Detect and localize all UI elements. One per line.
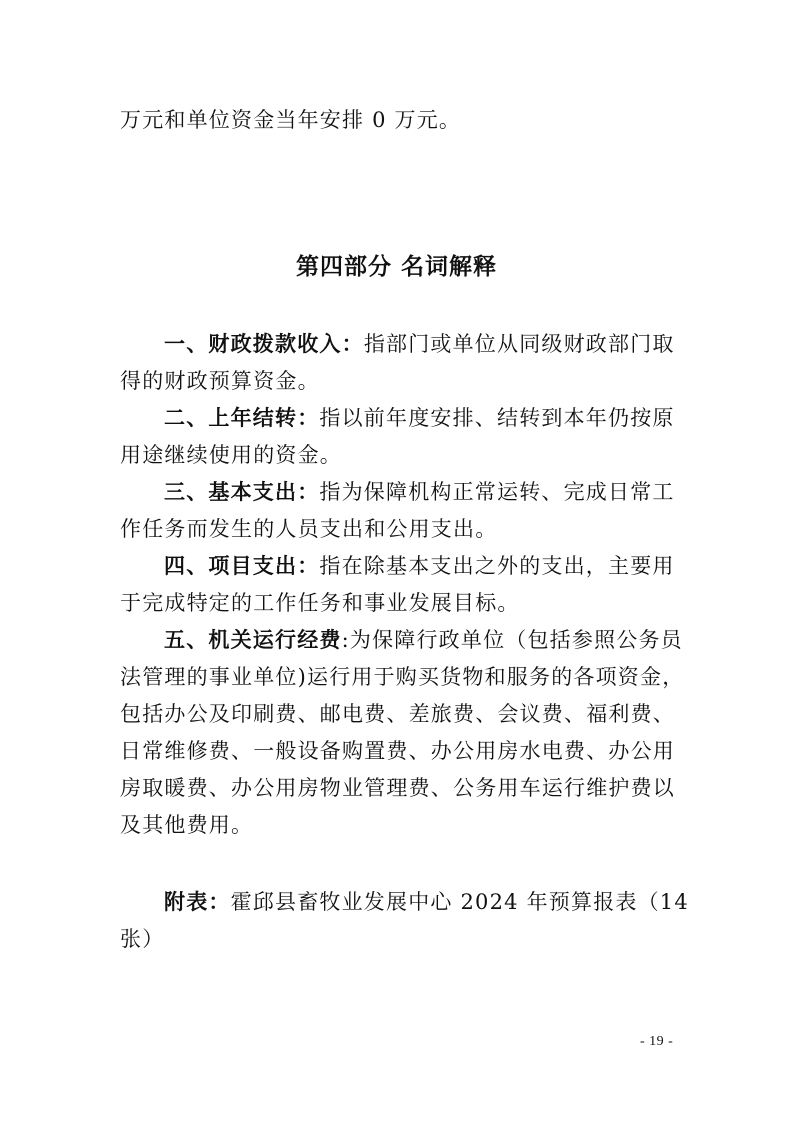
appendix-line [164, 888, 724, 916]
page-number: - 19 - [640, 1034, 674, 1049]
definition-1 [164, 330, 724, 358]
continuation-text: 万元和单位资金当年安排 0 万元。 [120, 108, 462, 132]
definition-term: 五、机关运行经费 [164, 628, 342, 652]
appendix-continuation: 张） [120, 927, 165, 951]
definition-5-line-5: 房取暖费、办公用房物业管理费、公务用车运行维护费以 [120, 776, 675, 800]
definition-4 [164, 552, 724, 580]
definition-text: 指在除基本支出之外的支出，主要用 [319, 554, 675, 578]
definition-term: 三、基本支出： [164, 480, 320, 504]
definition-5 [164, 626, 724, 654]
definition-5-line-4: 日常维修费、一般设备购置费、办公用房水电费、办公用 [120, 739, 675, 763]
definition-term: 二、上年结转： [164, 406, 320, 430]
section-title: 第四部分 名词解释 [295, 254, 497, 280]
definition-2-continuation: 用途继续使用的资金。 [120, 443, 342, 467]
definition-text: 指为保障机构正常运转、完成日常工 [319, 480, 675, 504]
definition-3-continuation: 作任务而发生的人员支出和公用支出。 [120, 517, 498, 541]
definition-3 [164, 478, 724, 506]
definition-text: 指以前年度安排、结转到本年仍按原 [319, 406, 675, 430]
appendix-label: 附表： [164, 890, 231, 914]
definition-5-line-2: 法管理的事业单位)运行用于购买货物和服务的各项资金， [120, 665, 685, 689]
definition-2 [164, 404, 724, 432]
definition-5-line-6: 及其他费用。 [120, 813, 254, 837]
definition-term: 四、项目支出： [164, 554, 320, 578]
definition-5-line-3: 包括办公及印刷费、邮电费、差旅费、会议费、福利费、 [120, 702, 675, 726]
definition-term: 一、财政拨款收入： [164, 332, 364, 356]
appendix-text: 霍邱县畜牧业发展中心 2024 年预算报表（14 [230, 890, 689, 914]
definition-4-continuation: 于完成特定的工作任务和事业发展目标。 [120, 591, 520, 615]
definition-text: :为保障行政单位（包括参照公务员 [341, 628, 683, 652]
definition-text: 指部门或单位从同级财政部门取 [363, 332, 675, 356]
definition-1-continuation: 得的财政预算资金。 [120, 369, 320, 393]
